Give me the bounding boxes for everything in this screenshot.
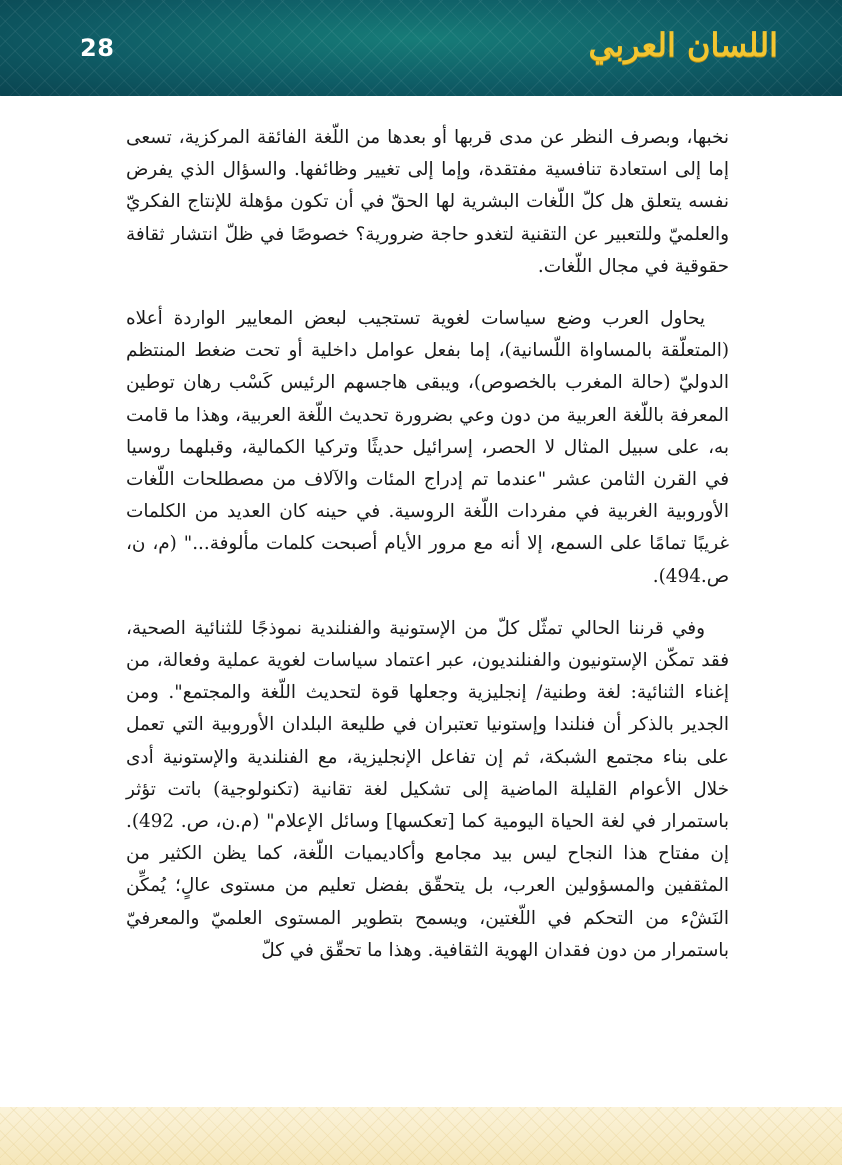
journal-logo: اللسان العربي	[588, 26, 778, 64]
article-body	[126, 122, 729, 987]
footer-pattern	[0, 1107, 842, 1165]
page-number: 28	[80, 34, 115, 62]
paragraph-3: وفي قرننا الحالي تمثّل كلّ من الإستونية والفنلندية نموذجًا للثنائية الصحية، فقد تمكّن الإستونيون والفنلنديون، عبر اعتماد سياسات لغوية عملية وفعالة، من إغناء الثنائية: لغة وطنية/ إنجليزية وجعلها قوة لتحديث اللّغة والمجتمع". ومن الجدير بالذكر أن فنلندا وإستونيا تعتبران في طليعة البلدان الأوروبية التي تعمل على بناء مجتمع الشبكة، ثم إن تفاعل الإنجليزية، مع الفنلندية والإستونية أدى خلال الأعوام القليلة الماضية إلى تشكيل لغة تقانية (تكنولوجية) باتت تؤثر باستمرار في لغة الحياة اليومية كما [تعكسها] وسائل الإعلام" (م.ن، ص. 492). إن مفتاح هذا النجاح ليس بيد مجامع وأكاديميات اللّغة، كما يظن الكثير من المثقفين والمسؤولين العرب، بل يتحقّق بفضل تعليم من مستوى عالٍ؛ يُمكِّن النَشْء من التحكم في اللّغتين، ويسمح بتطوير المستوى العلميّ والمعرفيّ باستمرار من دون فقدان الهوية الثقافية. وهذا ما تحقّق في كلّ	[126, 617, 729, 961]
page-header	[0, 0, 842, 96]
paragraph-1: نخبها، وبصرف النظر عن مدى قربها أو بعدها من اللّغة الفائقة المركزية، تسعى إما إلى استعادة تنافسية مفتقدة، وإما إلى تغيير وظائفها. والسؤال الذي يفرض نفسه يتعلق هل كلّ اللّغات البشرية لها الحقّ في أن تكون مؤهلة للإنتاج الفكريّ والعلميّ وللتعبير عن التقنية لتغدو حاجة ضرورية؟ خصوصًا في ظلّ انتشار ثقافة حقوقية في مجال اللّغات.	[126, 127, 729, 277]
page-footer	[0, 1107, 842, 1165]
paragraph-2: يحاول العرب وضع سياسات لغوية تستجيب لبعض المعايير الواردة أعلاه (المتعلّقة بالمساواة اللّسانية)، إما بفعل عوامل داخلية أو تحت ضغط المنتظم الدوليّ (حالة المغرب بالخصوص)، ويبقى هاجسهم الرئيس كَسْب رهان توطين المعرفة باللّغة العربية من دون وعي بضرورة تحديث اللّغة العربية، وهذا ما قامت به، على سبيل المثال لا الحصر، إسرائيل حديثًا وتركيا الكمالية، وقبلهما روسيا في القرن الثامن عشر "عندما تم إدراج المئات والآلاف من مصطلحات اللّغات الأوروبية الغربية في مفردات اللّغة الروسية. في حينه كان العديد من الكلمات غريبًا تمامًا على السمع، إلا أنه مع مرور الأيام أصبحت كلمات مألوفة..." (م، ن، ص.494).	[126, 308, 729, 587]
